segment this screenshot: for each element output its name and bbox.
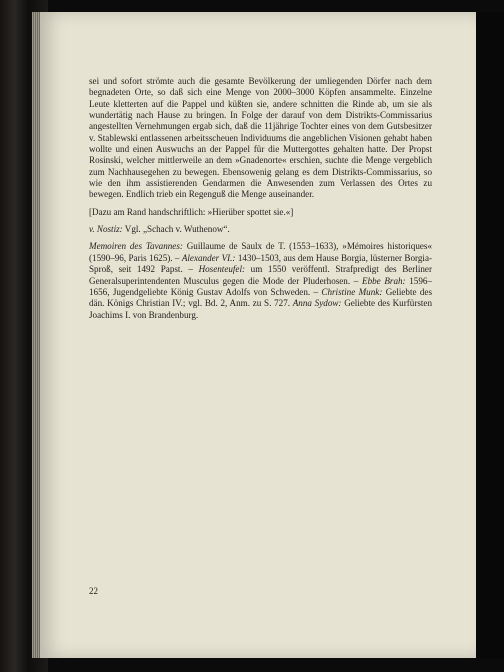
alexander-label: Alexander VI.: — [181, 252, 236, 263]
paragraph-note: [Dazu am Rand handschriftlich: »Hierüber spottet sie.«] — [89, 206, 294, 217]
memoiren-text: Guillaume de Saulx de T. (1553–1633), »Mémoires historiques« (1590–96, Paris 1625). – — [89, 241, 432, 263]
memoiren-label: Memoiren des Tavannes: — [89, 241, 183, 252]
alexander-text: 1430–1503, aus dem Hause Borgia, lüsterner Borgia-Sproß, seit 1492 Papst. – — [89, 252, 433, 275]
page-text — [89, 76, 432, 321]
paragraph-nostiz — [89, 224, 432, 235]
nostiz-label: v. Nostiz: — [89, 224, 123, 235]
christine-label: Christine Munk: — [321, 286, 383, 297]
page-number: 22 — [89, 586, 98, 596]
anna-text: Geliebte des Kurfürsten Joachims I. von Brandenburg. — [89, 298, 433, 320]
paragraph-main: sei und sofort strömte auch die gesamte Bevölkerung der umliegenden Dörfer nach dem begnadeten Orte, so daß sich eine Menge von 2000–3000 Köpfen ansammelte. Einzelne Leute kletterten auf die Pappel und küßten sie, andere schnitten die Rinde ab, um sie als wundertätig nach Hause zu bringen. In Folge der darauf von dem Distrikts-Commissarius angestellten Vernehmungen ergab sich, daß die 11jährige Tochter eines von dem Gutsbesitzer v. Stablewski entlassenen arbeitsscheuen Individuums die angeblichen Visionen gehabt haben wollte und einen Auswuchs an der Pappel für die Muttergottes gehalten hatte. Der Propst Rosinski, welcher mittlerweile an dem »Gnadenorte« erschien, suchte die Menge vergeblich zum Nachhausegehen zu bewegen. Ebensowenig gelang es dem Distrikts-Commissarius, so wie den ihm assistierenden Gendarmen die Anwesenden zum Verlassen des Ortes zu bewegen. Endlich trieb ein Regenguß die Menge auseinander. — [89, 76, 432, 200]
anna-label: Anna Sydow: — [292, 298, 342, 309]
hosenteufel-label: Hosenteufel: — [198, 264, 246, 275]
paragraph-memoiren — [89, 241, 432, 320]
dark-right-border — [476, 12, 504, 658]
ebbe-text: 1596–1656, Jugendgeliebte König Gustav Adolfs von Schweden. – — [89, 275, 432, 297]
ebbe-label: Ebbe Brah: — [362, 275, 406, 286]
nostiz-text: Vgl. „Schach v. Wuthenow“. — [122, 224, 230, 235]
hosenteufel-text: um 1550 veröffentl. Strafpredigt des Berliner Generalsuperintendenten Musculus gegen die Mode der Pluderhosen. – — [89, 264, 432, 286]
christine-text: Geliebte des dän. Königs Christian IV.; vgl. Bd. 2, Anm. zu S. 727. — [89, 286, 432, 309]
